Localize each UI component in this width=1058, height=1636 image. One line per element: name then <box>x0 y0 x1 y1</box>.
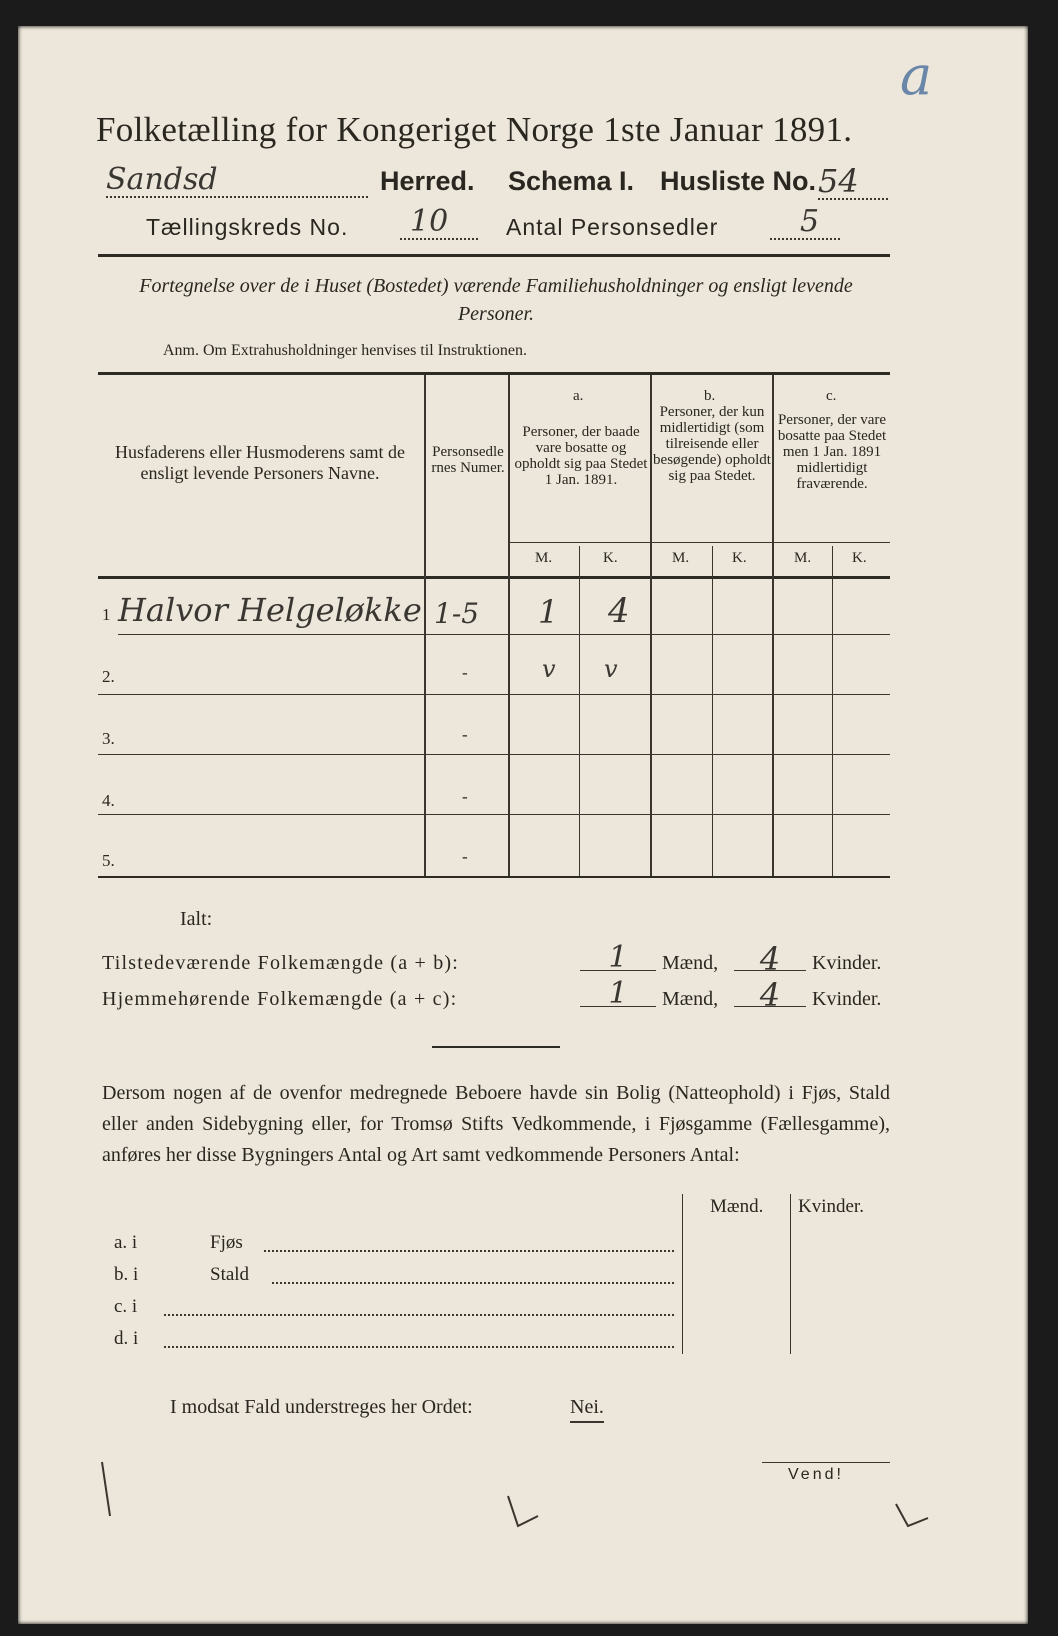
antal-label: Antal Personsedler <box>506 214 719 240</box>
corner-mark: a <box>900 44 933 107</box>
nei-word[interactable]: Nei. <box>570 1396 604 1423</box>
tilstede-kvinder-value: 4 <box>759 940 781 978</box>
tilstede-kvinder-label: Kvinder. <box>812 952 882 974</box>
building-letter: c. i <box>114 1296 138 1317</box>
col-b-letter: b. <box>704 388 716 404</box>
col-a-letter: a. <box>573 388 584 404</box>
hjemme-maend-value: 1 <box>608 976 628 1011</box>
col-b-k: K. <box>732 550 747 566</box>
row-number: 4. <box>102 791 115 810</box>
subtitle: Fortegnelse over de i Huset (Bostedet) værende Familiehusholdninger og ensligt levende Personer. <box>139 275 853 325</box>
col-b-m: M. <box>672 550 690 566</box>
row-a-k: 4 <box>608 591 630 631</box>
col-a-header: Personer, der baade vare bosatte og opholdt sig paa Stedet 1 Jan. 1891. <box>514 424 648 488</box>
row-number: 1 <box>102 605 111 624</box>
row-a-m: v <box>542 655 556 683</box>
kreds-value: 10 <box>410 204 449 239</box>
vend-label: Vend! <box>788 1466 844 1483</box>
pencil-marks <box>18 26 1028 1624</box>
col-c-letter: c. <box>826 388 837 404</box>
col-c-header: Personer, der vare bosatte paa Stedet men 1 Jan. 1891 midlertidigt fraværende. <box>777 412 887 492</box>
row-personsedler-num: - <box>462 847 468 866</box>
pencil-mark <box>102 1462 110 1516</box>
col-num-header: Personsedlernes Numer. <box>431 444 505 476</box>
hjemme-kvinder-label: Kvinder. <box>812 988 882 1010</box>
herred-value: Sandsd <box>106 162 218 197</box>
col-c-k: K. <box>852 550 867 566</box>
row-number: 3. <box>102 729 115 748</box>
row-personsedler-num: - <box>462 787 468 806</box>
instructions-paragraph: Dersom nogen af de ovenfor medregnede Beboere havde sin Bolig (Natteophold) i Fjøs, Stald eller anden Sidebygning eller, for Tromsø Stifts Vedkommende, i Fjøsgamme (Fællesgamme), anføres her disse Bygningers Antal og Art samt vedkommende Personers Antal: <box>102 1082 890 1166</box>
tilstede-maend-value: 1 <box>608 940 628 975</box>
col-a-m: M. <box>535 550 553 566</box>
hjemme-maend-label: Mænd, <box>662 988 719 1010</box>
row-number: 2. <box>102 667 115 686</box>
row-personsedler-num: - <box>462 663 468 682</box>
husliste-label: Husliste No. <box>660 166 817 196</box>
antal-value: 5 <box>800 204 820 239</box>
tilstede-maend-label: Mænd, <box>662 952 719 974</box>
col-b-header: Personer, der kun midlertidigt (som tilreisende eller besøgende) opholdt sig paa Stedet. <box>653 404 771 484</box>
col-a-k: K. <box>603 550 618 566</box>
building-letter: b. i <box>114 1264 139 1285</box>
form-title: Folketælling for Kongeriget Norge 1ste Januar 1891. <box>96 110 853 149</box>
pencil-mark <box>896 1504 928 1526</box>
tilstede-label: Tilstedeværende Folkemængde (a + b): <box>102 952 460 974</box>
buildings-maend-header: Mænd. <box>710 1196 764 1217</box>
row-number: 5. <box>102 851 115 870</box>
kreds-label: Tællingskreds No. <box>146 214 349 240</box>
row-a-k: v <box>604 655 618 683</box>
row-personsedler-num: - <box>462 725 468 744</box>
husliste-value: 54 <box>818 162 859 200</box>
row-personsedler-num: 1-5 <box>434 597 480 630</box>
row-name: Halvor Helgeløkke <box>118 591 422 629</box>
building-letter: a. i <box>114 1232 138 1253</box>
col-c-m: M. <box>794 550 812 566</box>
building-label: Fjøs <box>210 1232 243 1253</box>
buildings-kvinder-header: Kvinder. <box>798 1196 864 1217</box>
col-name-header: Husfaderens eller Husmoderens samt de ensligt levende Personers Navne. <box>115 442 405 483</box>
pencil-mark <box>508 1496 538 1526</box>
schema-label: Schema I. <box>508 166 635 196</box>
anm-note: Anm. Om Extrahusholdninger henvises til Instruktionen. <box>163 342 527 359</box>
row-a-m: 1 <box>538 593 559 631</box>
census-form-page <box>18 26 1028 1624</box>
hjemme-kvinder-value: 4 <box>759 976 781 1014</box>
building-letter: d. i <box>114 1328 139 1349</box>
ialt-label: Ialt: <box>180 908 213 930</box>
building-label: Stald <box>210 1264 250 1285</box>
hjemme-label: Hjemmehørende Folkemængde (a + c): <box>102 988 458 1010</box>
modsat-text: I modsat Fald understreges her Ordet: <box>170 1396 473 1418</box>
herred-label: Herred. <box>380 166 475 196</box>
